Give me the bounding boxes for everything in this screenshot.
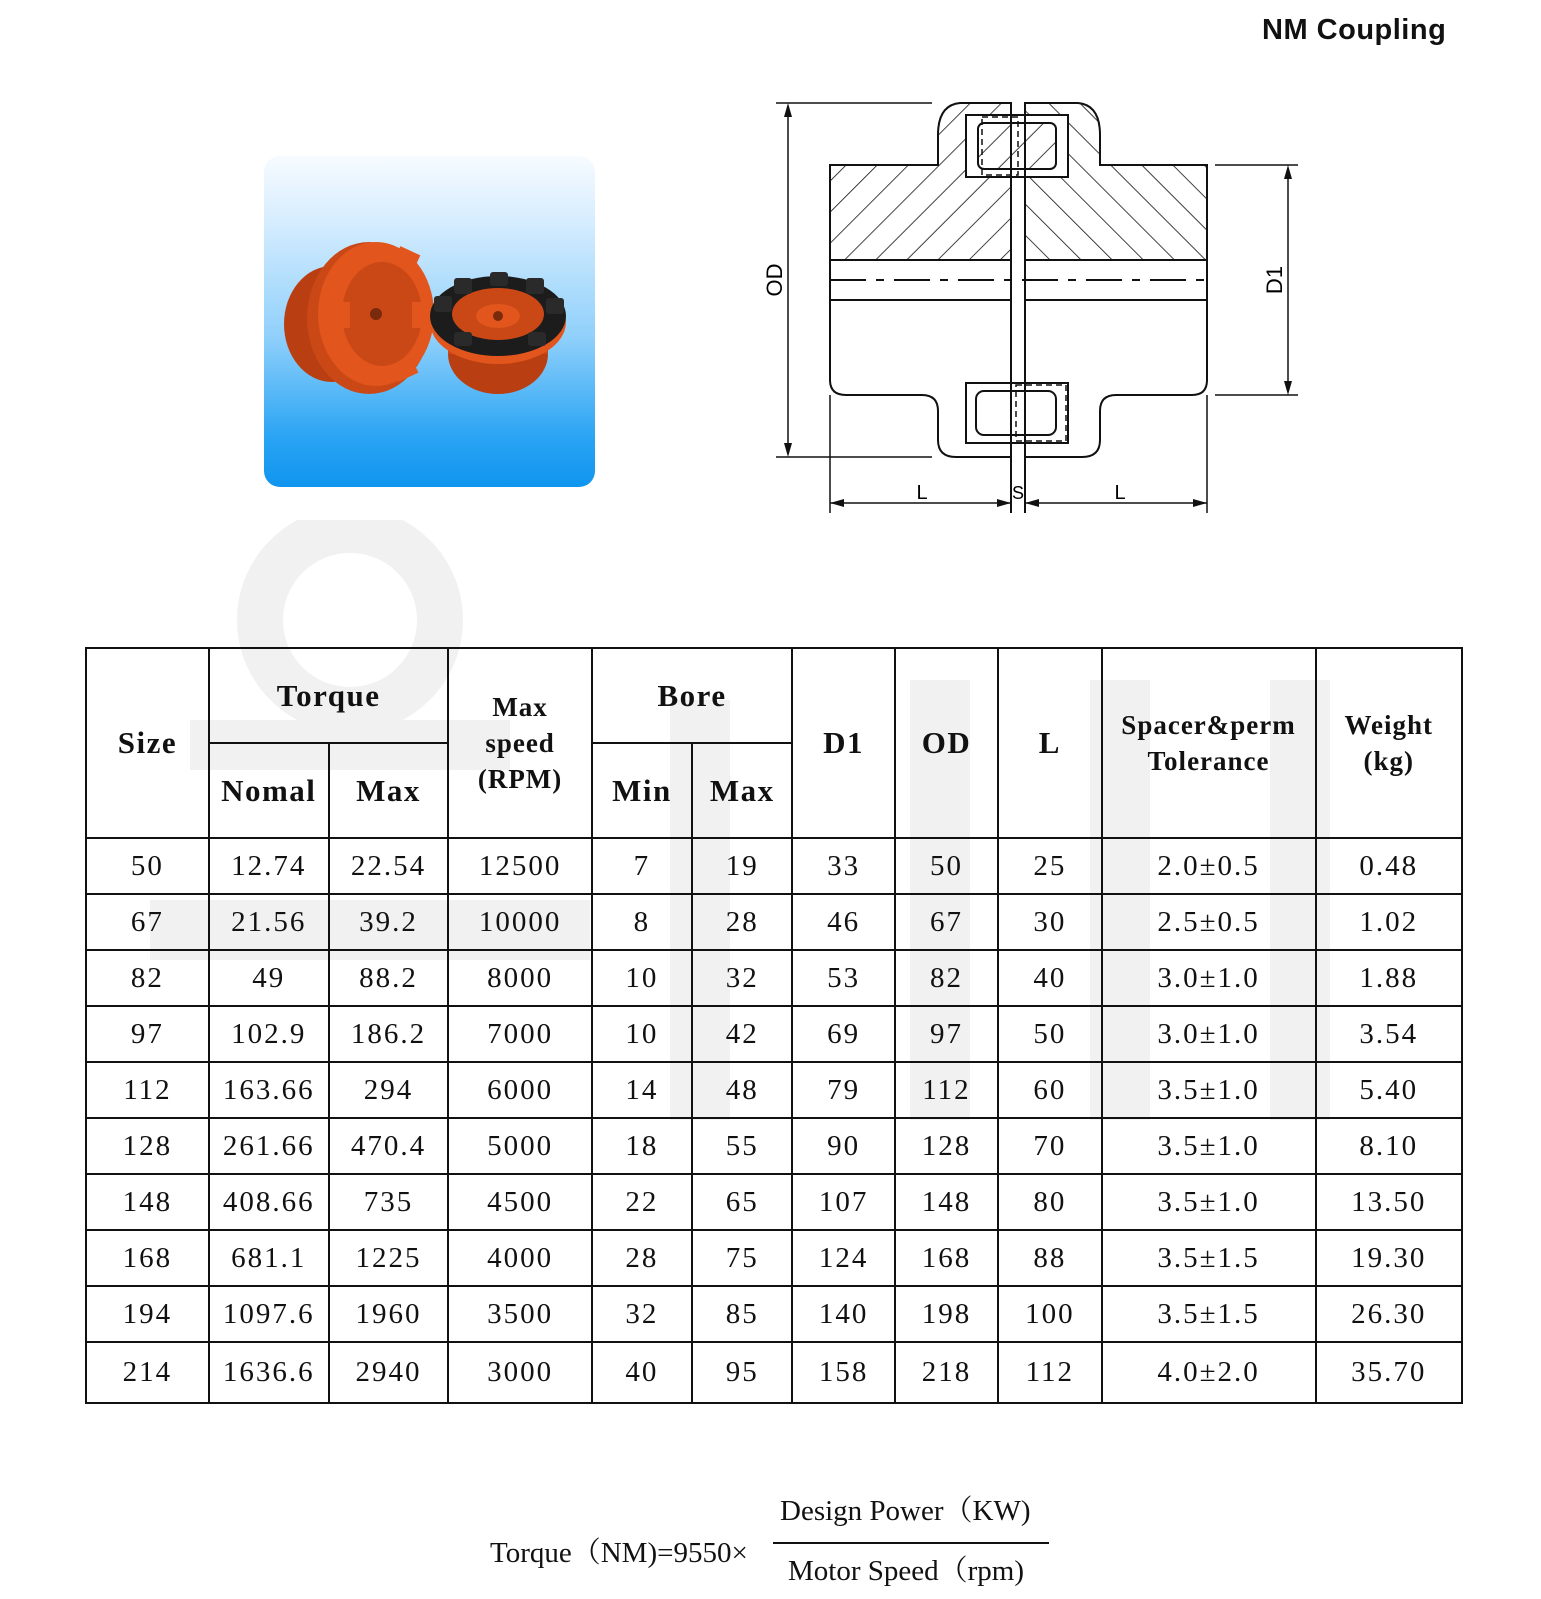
cell-bore-max: 85	[692, 1286, 792, 1342]
header-od: OD	[895, 648, 998, 838]
table-row	[86, 838, 1462, 894]
cell-torque-nomal: 12.74	[209, 838, 329, 894]
cell-bore-max: 42	[692, 1006, 792, 1062]
cell-l: 112	[998, 1342, 1101, 1403]
cell-torque-max: 1225	[329, 1230, 449, 1286]
cell-weight: 35.70	[1316, 1342, 1462, 1403]
cell-size: 194	[86, 1286, 209, 1342]
od-label: OD	[762, 263, 787, 297]
cell-max-speed: 4500	[448, 1174, 591, 1230]
cell-torque-nomal: 681.1	[209, 1230, 329, 1286]
cell-bore-min: 18	[592, 1118, 692, 1174]
table-row	[86, 1230, 1462, 1286]
header-spacer-line1: Spacer&perm	[1121, 710, 1296, 740]
cell-size: 82	[86, 950, 209, 1006]
cell-torque-nomal: 261.66	[209, 1118, 329, 1174]
cell-torque-max: 294	[329, 1062, 449, 1118]
cell-torque-max: 1960	[329, 1286, 449, 1342]
cell-bore-min: 22	[592, 1174, 692, 1230]
cell-max-speed: 3500	[448, 1286, 591, 1342]
cell-bore-min: 10	[592, 1006, 692, 1062]
s-label: S	[1011, 483, 1025, 503]
cell-od: 218	[895, 1342, 998, 1403]
cell-bore-max: 48	[692, 1062, 792, 1118]
cell-bore-max: 32	[692, 950, 792, 1006]
formula-fraction-bar	[773, 1542, 1049, 1544]
table-row	[86, 1174, 1462, 1230]
cell-size: 168	[86, 1230, 209, 1286]
cell-max-speed: 5000	[448, 1118, 591, 1174]
product-photo	[264, 156, 595, 487]
formula-lhs: Torque（NM)=9550×	[490, 1537, 748, 1569]
header-d1: D1	[792, 648, 894, 838]
cell-weight: 1.88	[1316, 950, 1462, 1006]
cell-weight: 8.10	[1316, 1118, 1462, 1174]
cell-l: 88	[998, 1230, 1101, 1286]
header-weight-line1: Weight	[1344, 710, 1434, 740]
cell-size: 112	[86, 1062, 209, 1118]
cell-d1: 53	[792, 950, 894, 1006]
cell-weight: 13.50	[1316, 1174, 1462, 1230]
cell-max-speed: 3000	[448, 1342, 591, 1403]
cell-od: 128	[895, 1118, 998, 1174]
cell-torque-nomal: 408.66	[209, 1174, 329, 1230]
page-title: NM Coupling	[1262, 14, 1447, 46]
coupling-photo-illustration	[264, 156, 595, 487]
cell-size: 97	[86, 1006, 209, 1062]
table-row	[86, 1286, 1462, 1342]
cell-spacer-tolerance: 2.5±0.5	[1102, 894, 1316, 950]
cell-spacer-tolerance: 4.0±2.0	[1102, 1342, 1316, 1403]
cell-size: 128	[86, 1118, 209, 1174]
cell-d1: 158	[792, 1342, 894, 1403]
d1-label: D1	[1262, 265, 1287, 295]
header-bore-min: Min	[592, 743, 692, 838]
cell-d1: 33	[792, 838, 894, 894]
cell-spacer-tolerance: 3.0±1.0	[1102, 950, 1316, 1006]
header-max-speed-line3: (RPM)	[477, 764, 563, 794]
cell-bore-min: 14	[592, 1062, 692, 1118]
cell-d1: 90	[792, 1118, 894, 1174]
header-torque-nomal: Nomal	[209, 743, 329, 838]
cell-d1: 46	[792, 894, 894, 950]
cell-od: 50	[895, 838, 998, 894]
cell-weight: 3.54	[1316, 1006, 1462, 1062]
cell-max-speed: 10000	[448, 894, 591, 950]
cell-max-speed: 6000	[448, 1062, 591, 1118]
header-bore-max: Max	[692, 743, 792, 838]
cell-size: 148	[86, 1174, 209, 1230]
table-row	[86, 950, 1462, 1006]
table-row	[86, 1006, 1462, 1062]
header-size: Size	[86, 648, 209, 838]
cell-od: 148	[895, 1174, 998, 1230]
cell-max-speed: 8000	[448, 950, 591, 1006]
cell-l: 60	[998, 1062, 1101, 1118]
cell-torque-max: 22.54	[329, 838, 449, 894]
cell-max-speed: 12500	[448, 838, 591, 894]
cell-bore-min: 7	[592, 838, 692, 894]
cell-torque-nomal: 21.56	[209, 894, 329, 950]
cell-spacer-tolerance: 3.5±1.0	[1102, 1118, 1316, 1174]
cell-l: 50	[998, 1006, 1101, 1062]
l-right-label: L	[1114, 482, 1126, 504]
cell-bore-min: 8	[592, 894, 692, 950]
cell-d1: 124	[792, 1230, 894, 1286]
cell-l: 100	[998, 1286, 1101, 1342]
cell-weight: 26.30	[1316, 1286, 1462, 1342]
cell-l: 40	[998, 950, 1101, 1006]
formula-denominator: Motor Speed（rpm)	[788, 1555, 1024, 1587]
cell-max-speed: 7000	[448, 1006, 591, 1062]
cell-torque-max: 88.2	[329, 950, 449, 1006]
cell-bore-max: 65	[692, 1174, 792, 1230]
cell-size: 50	[86, 838, 209, 894]
cell-od: 97	[895, 1006, 998, 1062]
cell-bore-min: 10	[592, 950, 692, 1006]
cell-d1: 69	[792, 1006, 894, 1062]
cell-l: 70	[998, 1118, 1101, 1174]
cell-od: 112	[895, 1062, 998, 1118]
cell-od: 168	[895, 1230, 998, 1286]
table-row	[86, 1118, 1462, 1174]
header-torque-max: Max	[329, 743, 449, 838]
cell-d1: 107	[792, 1174, 894, 1230]
cell-bore-max: 28	[692, 894, 792, 950]
cell-bore-max: 95	[692, 1342, 792, 1403]
header-spacer-tolerance	[1102, 648, 1316, 838]
cell-spacer-tolerance: 3.0±1.0	[1102, 1006, 1316, 1062]
cell-spacer-tolerance: 3.5±1.5	[1102, 1230, 1316, 1286]
cell-od: 198	[895, 1286, 998, 1342]
header-max-speed	[448, 648, 591, 838]
cell-torque-nomal: 1636.6	[209, 1342, 329, 1403]
header-torque: Torque	[209, 648, 449, 743]
cell-d1: 79	[792, 1062, 894, 1118]
cell-d1: 140	[792, 1286, 894, 1342]
header-weight-line2: (kg)	[1363, 746, 1414, 776]
header-l: L	[998, 648, 1101, 838]
cell-torque-max: 2940	[329, 1342, 449, 1403]
cell-od: 82	[895, 950, 998, 1006]
cell-torque-nomal: 1097.6	[209, 1286, 329, 1342]
cell-l: 80	[998, 1174, 1101, 1230]
cell-weight: 5.40	[1316, 1062, 1462, 1118]
l-left-label: L	[916, 482, 928, 504]
cell-size: 67	[86, 894, 209, 950]
table-row	[86, 1342, 1462, 1403]
cell-l: 25	[998, 838, 1101, 894]
cell-spacer-tolerance: 3.5±1.5	[1102, 1286, 1316, 1342]
cell-spacer-tolerance: 3.5±1.0	[1102, 1062, 1316, 1118]
cell-torque-nomal: 49	[209, 950, 329, 1006]
header-max-speed-line1: Max	[492, 692, 548, 722]
cell-torque-max: 735	[329, 1174, 449, 1230]
cell-weight: 19.30	[1316, 1230, 1462, 1286]
cell-weight: 1.02	[1316, 894, 1462, 950]
formula-numerator: Design Power（KW)	[780, 1495, 1031, 1527]
table-row	[86, 1062, 1462, 1118]
cell-spacer-tolerance: 3.5±1.0	[1102, 1174, 1316, 1230]
header-spacer-line2: Tolerance	[1147, 746, 1270, 776]
cell-bore-max: 75	[692, 1230, 792, 1286]
cell-torque-max: 39.2	[329, 894, 449, 950]
cell-size: 214	[86, 1342, 209, 1403]
spec-table	[85, 647, 1463, 1404]
table-body	[86, 838, 1462, 1403]
cell-spacer-tolerance: 2.0±0.5	[1102, 838, 1316, 894]
cell-max-speed: 4000	[448, 1230, 591, 1286]
header-weight	[1316, 648, 1462, 838]
cell-bore-max: 19	[692, 838, 792, 894]
coupling-cross-section-diagram	[760, 95, 1320, 535]
cell-weight: 0.48	[1316, 838, 1462, 894]
header-bore: Bore	[592, 648, 793, 743]
cell-torque-max: 186.2	[329, 1006, 449, 1062]
cell-torque-nomal: 163.66	[209, 1062, 329, 1118]
cell-bore-max: 55	[692, 1118, 792, 1174]
cell-od: 67	[895, 894, 998, 950]
cell-torque-nomal: 102.9	[209, 1006, 329, 1062]
cell-bore-min: 32	[592, 1286, 692, 1342]
table-row	[86, 894, 1462, 950]
cell-torque-max: 470.4	[329, 1118, 449, 1174]
cell-bore-min: 40	[592, 1342, 692, 1403]
cell-bore-min: 28	[592, 1230, 692, 1286]
cell-l: 30	[998, 894, 1101, 950]
header-max-speed-line2: speed	[485, 728, 555, 758]
